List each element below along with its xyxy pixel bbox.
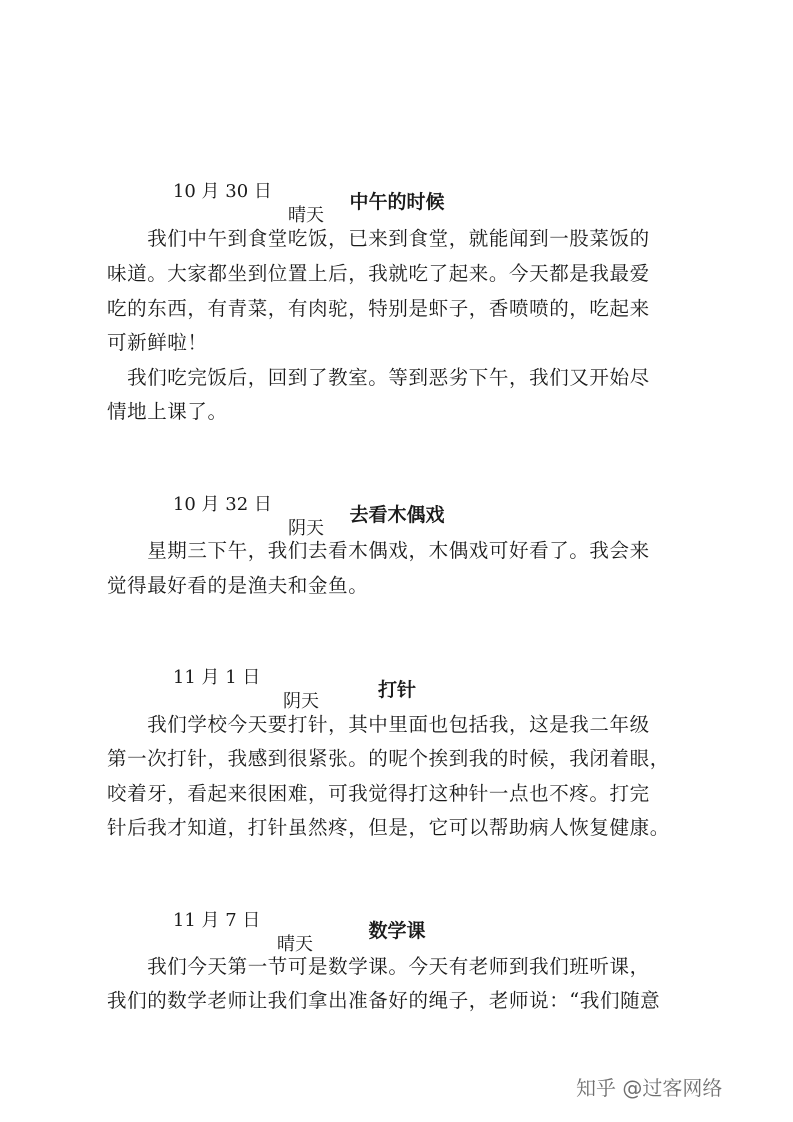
entry-4-date: 11 月 7 日 — [172, 910, 261, 931]
entry-1-line: 味道。大家都坐到位置上后，我就吃了起来。今天都是我最爱 — [107, 262, 650, 285]
entry-1-line: 吃的东西，有青菜，有肉驼，特别是虾子，香喷喷的，吃起来 — [107, 297, 650, 320]
zhihu-watermark: 知乎 @过客网络 — [576, 1076, 723, 1100]
entry-2-line: 觉得最好看的是渔夫和金鱼。 — [107, 574, 369, 597]
entry-2-weather: 阴天 — [288, 518, 324, 539]
entry-3-weather: 阴天 — [283, 691, 319, 712]
entry-3-date: 11 月 1 日 — [172, 667, 261, 688]
entry-3-line: 针后我才知道，打针虽然疼，但是，它可以帮助病人恢复健康。 — [107, 816, 670, 839]
entry-1-line: 可新鲜啦！ — [107, 331, 208, 354]
entry-1-line: 我们吃完饭后，回到了教室。等到恶劣下午，我们又开始尽 — [107, 366, 650, 389]
entry-1-line: 我们中午到食堂吃饭，已来到食堂，就能闻到一股菜饭的 — [107, 227, 650, 250]
entry-2-date: 10 月 32 日 — [172, 494, 272, 515]
entry-3-line: 第一次打针，我感到很紧张。的呢个挨到我的时候，我闭着眼， — [107, 747, 670, 770]
entry-3-line: 我们学校今天要打针，其中里面也包括我，这是我二年级 — [107, 713, 650, 736]
entry-2-title: 去看木偶戏 — [349, 504, 445, 526]
entry-1-line: 情地上课了。 — [107, 400, 228, 423]
entry-4-line: 我们今天第一节可是数学课。今天有老师到我们班听课， — [107, 955, 650, 978]
entry-1-title: 中午的时候 — [349, 191, 445, 213]
entry-3-line: 咬着牙，看起来很困难，可我觉得打这种针一点也不疼。打完 — [107, 782, 650, 805]
entry-1-date: 10 月 30 日 — [172, 181, 272, 202]
entry-4-title: 数学课 — [368, 920, 426, 942]
entry-4-line: 我们的数学老师让我们拿出准备好的绳子，老师说：“我们随意 — [107, 989, 661, 1012]
entry-2-line: 星期三下午，我们去看木偶戏，木偶戏可好看了。我会来 — [107, 539, 650, 562]
entry-3-title: 打针 — [377, 679, 416, 701]
entry-4-weather: 晴天 — [277, 934, 313, 955]
entry-1-weather: 晴天 — [288, 205, 324, 226]
